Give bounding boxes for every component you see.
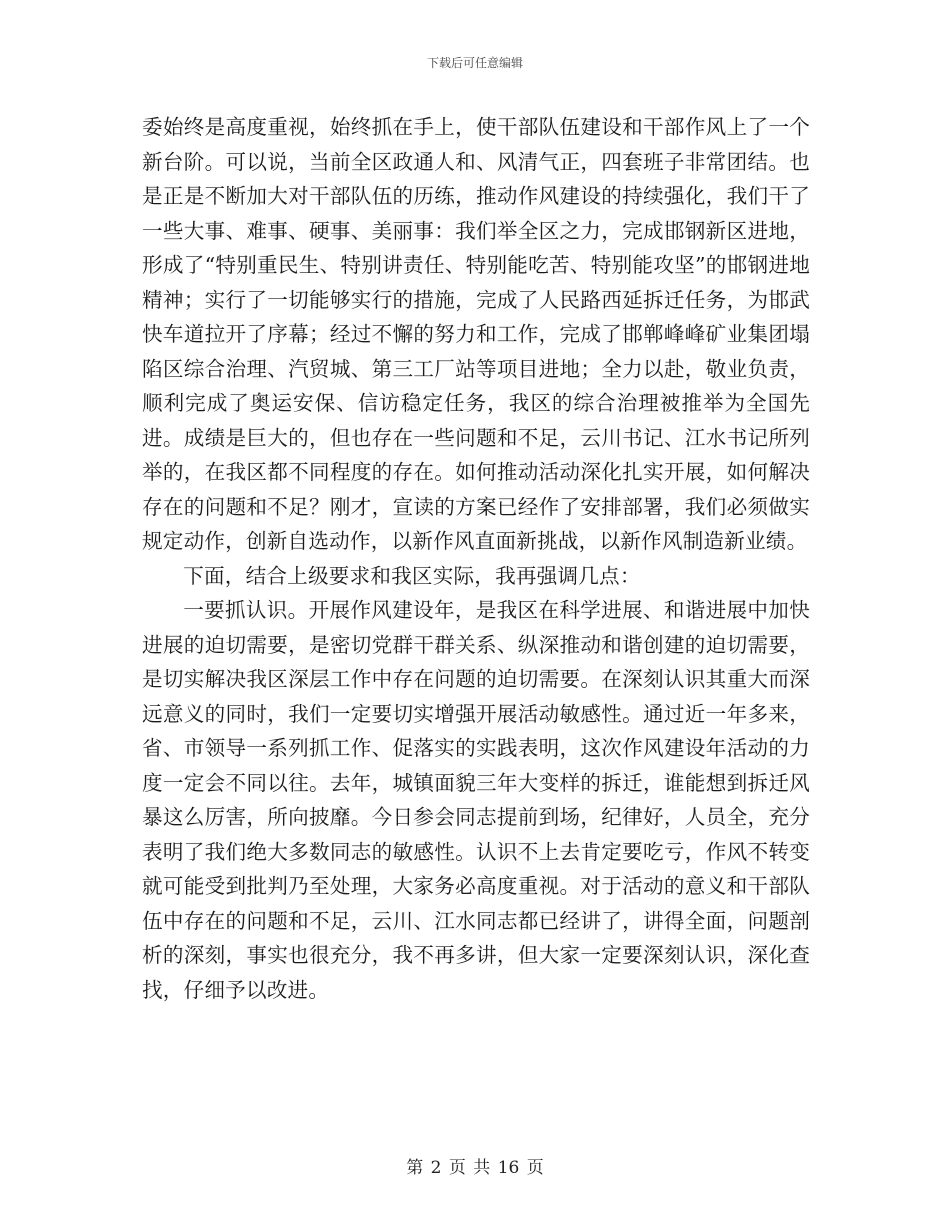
document-body: [142, 110, 810, 1007]
paragraph-1: 委始终是高度重视，始终抓在手上，使干部队伍建设和干部作风上了一个新台阶。可以说，当前全区政通人和、风清气正，四套班子非常团结。也是正是不断加大对干部队伍的历练，推动作风建设的持续强化，我们干了一些大事、难事、硬事、美丽事：我们举全区之力，完成邯钢新区进地，形成了“特别重民生、特别讲责任、特别能吃苦、特别能攻坚”的邯钢进地精神；实行了一切能够实行的措施，完成了人民路西延拆迁任务，为邯武快车道拉开了序幕；经过不懈的努力和工作，完成了邯郸峰峰矿业集团塌陷区综合治理、汽贸城、第三工厂站等项目进地；全力以赴，敬业负责，顺利完成了奥运安保、信访稳定任务，我区的综合治理被推举为全国先进。成绩是巨大的，但也存在一些问题和不足，云川书记、江水书记所列举的，在我区都不同程度的存在。如何推动活动深化扎实开展，如何解决存在的问题和不足？刚才，宣读的方案已经作了安排部署，我们必须做实规定动作，创新自选动作，以新作风直面新挑战，以新作风制造新业绩。: [142, 115, 810, 553]
page-header: 下载后可任意编辑: [426, 56, 523, 70]
paragraph-2: 下面，结合上级要求和我区实际，我再强调几点：: [183, 563, 641, 588]
paragraph-3: 一要抓认识。开展作风建设年，是我区在科学进展、和谐进展中加快进展的迫切需要，是密切党群干群关系、纵深推动和谐创建的迫切需要，是切实解决我区深层工作中存在问题的迫切需要。在深刻认识其重大而深远意义的同时，我们一定要切实增强开展活动敏感性。通过近一年多来，省、市领导一系列抓工作、促落实的实践表明，这次作风建设年活动的力度一定会不同以往。去年，城镇面貌三年大变样的拆迁，谁能想到拆迁风暴这么厉害，所向披靡。今日参会同志提前到场，纪律好，人员全，充分表明了我们绝大多数同志的敏感性。认识不上去肯定要吃亏，作风不转变就可能受到批判乃至处理，大家务必高度重视。对于活动的意义和干部队伍中存在的问题和不足，云川、江水同志都已经讲了，讲得全面，问题剖析的深刻，事实也很充分，我不再多讲，但大家一定要深刻认识，深化查找，仔细予以改进。: [142, 598, 810, 1002]
page-footer: 第 2 页 共 16 页: [406, 1158, 544, 1178]
